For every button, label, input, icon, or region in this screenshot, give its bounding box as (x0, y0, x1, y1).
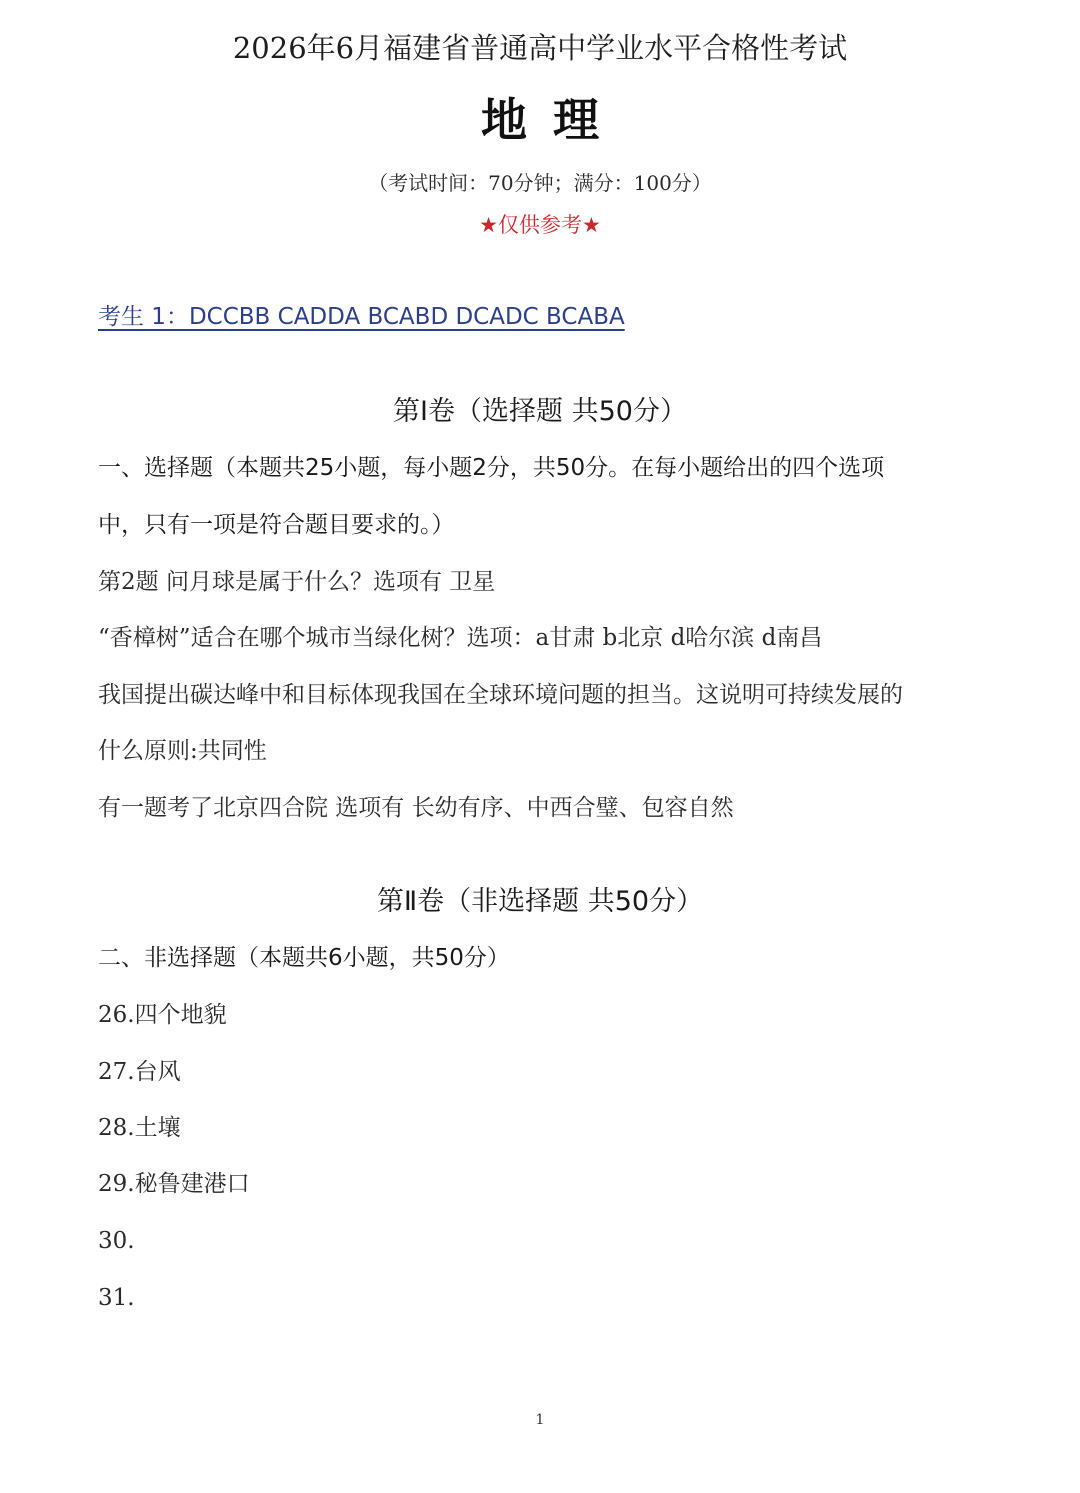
answer-line: 29.秘鲁建港口 (98, 1171, 250, 1197)
answer-line: 30. (98, 1228, 135, 1254)
answer-line: 28.土壤 (98, 1115, 181, 1141)
note-line: 我国提出碳达峰中和目标体现我国在全球环境问题的担当。这说明可持续发展的 (98, 682, 903, 708)
note-line: 有一题考了北京四合院 选项有 长幼有序、中西合璧、包容自然 (98, 795, 734, 821)
reference-note: ★仅供参考★ (479, 213, 601, 237)
note-line: 第2题 问月球是属于什么？选项有 卫星 (98, 569, 496, 595)
part2-instruction: 二、非选择题（本题共6小题，共50分） (98, 945, 510, 971)
note-line: “香樟树”适合在哪个城市当绿化树？选项：a甘肃 b北京 d哈尔滨 d南昌 (98, 625, 823, 651)
part1-heading: 第Ⅰ卷（选择题 共50分） (393, 396, 687, 427)
page-number: 1 (535, 1412, 545, 1428)
answer-line: 31. (98, 1285, 135, 1311)
note-line: 什么原则:共同性 (98, 738, 267, 764)
subject-title: 地理 (481, 93, 625, 147)
answer-line: 27.台风 (98, 1059, 181, 1085)
answer-line: 26.四个地貌 (98, 1002, 227, 1028)
exam-title: 2026年6月福建省普通高中学业水平合格性考试 (232, 31, 848, 65)
answer-key-link[interactable]: 考生 1：DCCBB CADDA BCABD DCADC BCABA (98, 304, 625, 330)
part1-instruction-line1: 一、选择题（本题共25小题，每小题2分，共50分。在每小题给出的四个选项 (98, 455, 885, 481)
part2-heading: 第Ⅱ卷（非选择题 共50分） (376, 886, 704, 917)
exam-info: （考试时间：70分钟；满分：100分） (368, 171, 712, 195)
part1-instruction-line2: 中，只有一项是符合题目要求的。） (98, 512, 455, 538)
